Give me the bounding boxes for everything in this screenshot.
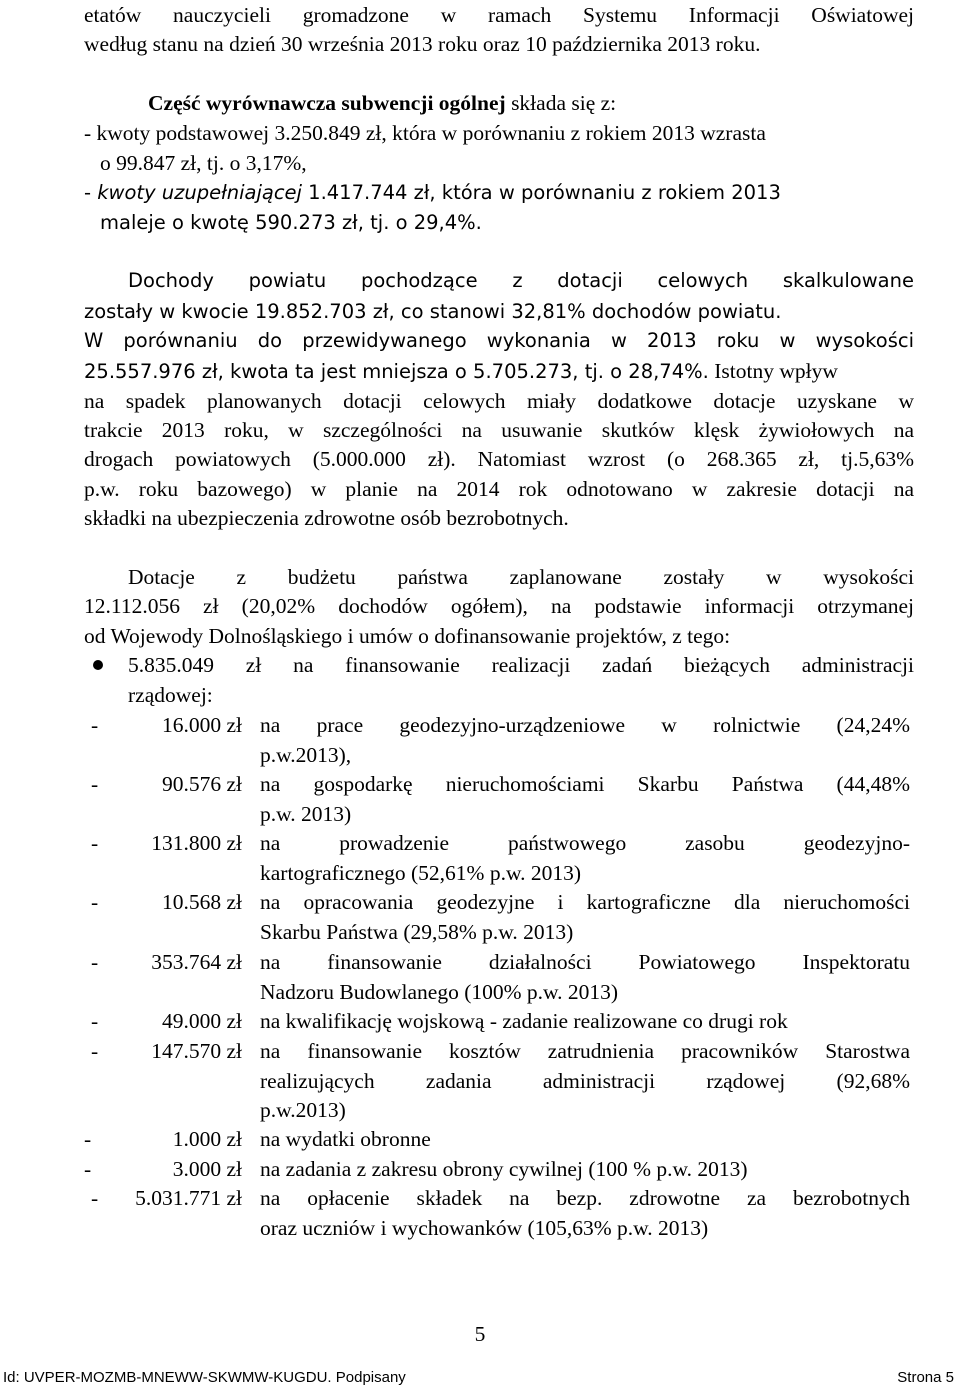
- list-item: [0, 887, 960, 947]
- item-description-line-2: p.w.2013),: [260, 743, 352, 767]
- equalizing-lead-rest: składa się z:: [505, 91, 617, 115]
- item-dash: -: [91, 831, 99, 855]
- item-description-line-2: realizujących zadania administracji rządowej (92,68%: [260, 1069, 910, 1093]
- item-description-line-2: p.w. 2013): [260, 802, 352, 826]
- item-amount: 147.570 zł: [151, 1039, 242, 1063]
- list-item: [0, 1006, 960, 1036]
- item-amount: 131.800 zł: [151, 831, 242, 855]
- supplementary-label: kwoty uzupełniającej: [97, 181, 302, 204]
- item-dash: -: [84, 1157, 92, 1181]
- equalizing-lead-bold: Część wyrównawcza subwencji ogólnej: [148, 91, 506, 115]
- revenues-line-9: składki na ubezpieczenia zdrowotne osób bezrobotnych.: [84, 506, 569, 530]
- item-dash: -: [91, 890, 99, 914]
- list-item: [0, 828, 960, 888]
- item-amount: 3.000 zł: [172, 1157, 242, 1181]
- state-budget-line-2: 12.112.056 zł (20,02% dochodów ogółem), na podstawie informacji otrzymanej: [84, 594, 914, 618]
- revenues-line-4-serif: Istotny wpływ: [708, 359, 838, 383]
- state-budget-line-3: od Wojewody Dolnośląskiego i umów o dofinansowanie projektów, z tego:: [84, 624, 731, 648]
- state-budget-line-1: Dotacje z budżetu państwa zaplanowane zostały w wysokości: [128, 565, 914, 589]
- item-description-line-2: kartograficznego (52,61% p.w. 2013): [260, 861, 581, 885]
- item-amount: 90.576 zł: [161, 772, 242, 796]
- list-item: [0, 1154, 960, 1184]
- item-dash: -: [91, 950, 99, 974]
- list-item: [0, 769, 960, 829]
- revenues-line-3: W porównaniu do przewidywanego wykonania w 2013 roku w wysokości: [84, 329, 914, 352]
- basic-amount-line-1: - kwoty podstawowej 3.250.849 zł, która w porównaniu z rokiem 2013 wzrasta: [84, 121, 766, 145]
- item-dash: -: [91, 1039, 99, 1063]
- item-description-line-1: na gospodarkę nieruchomościami Skarbu Państwa (44,48%: [260, 772, 910, 796]
- item-dash: -: [91, 1186, 99, 1210]
- footer-page-label: Strona 5: [897, 1369, 954, 1386]
- item-dash: -: [84, 1127, 92, 1151]
- list-item: [0, 1124, 960, 1154]
- revenues-line-4-sans: 25.557.976 zł, kwota ta jest mniejsza o 5.705.273, tj. o 28,74%.: [84, 360, 709, 383]
- item-description-line-1: na wydatki obronne: [260, 1127, 431, 1151]
- item-dash: -: [91, 1009, 99, 1033]
- intro-line-2: według stanu na dzień 30 września 2013 roku oraz 10 października 2013 roku.: [84, 32, 761, 56]
- item-description-line-2: Nadzoru Budowlanego (100% p.w. 2013): [260, 980, 619, 1004]
- bullet-icon: [93, 660, 103, 670]
- revenues-line-6: trakcie 2013 roku, w szczególności na usuwanie skutków klęsk żywiołowych na: [84, 418, 914, 442]
- item-amount: 5.031.771 zł: [135, 1186, 242, 1210]
- item-amount: 16.000 zł: [161, 713, 242, 737]
- item-description-line-2: oraz uczniów i wychowanków (105,63% p.w. 2013): [260, 1216, 709, 1240]
- revenues-line-4: [84, 356, 914, 387]
- list-item: [0, 710, 960, 770]
- item-description-line-1: na prace geodezyjno-urządzeniowe w rolnictwie (24,24%: [260, 713, 910, 737]
- item-amount: 49.000 zł: [161, 1009, 242, 1033]
- revenues-line-8: p.w. roku bazowego) w planie na 2014 rok odnotowano w zakresie dotacji na: [84, 477, 914, 501]
- page-number: 5: [474, 1322, 486, 1346]
- basic-amount-line-2: o 99.847 zł, tj. o 3,17%,: [100, 151, 307, 175]
- revenues-line-2: zostały w kwocie 19.852.703 zł, co stanowi 32,81% dochodów powiatu.: [84, 300, 782, 323]
- supplementary-line-2: maleje o kwotę 590.273 zł, tj. o 29,4%.: [100, 211, 482, 234]
- item-amount: 353.764 zł: [151, 950, 242, 974]
- item-description-line-1: na finansowanie kosztów zatrudnienia pracowników Starostwa: [260, 1039, 910, 1063]
- revenues-line-5: na spadek planowanych dotacji celowych miały dodatkowe dotacje uzyskane w: [84, 389, 914, 413]
- item-description-line-1: na opracowania geodezyjne i kartograficzne dla nieruchomości: [260, 890, 910, 914]
- item-amount: 10.568 zł: [161, 890, 242, 914]
- item-description-line-3: p.w.2013): [260, 1098, 346, 1122]
- list-item: [0, 947, 960, 1007]
- intro-line-1: etatów nauczycieli gromadzone w ramach Systemu Informacji Oświatowej: [84, 3, 914, 27]
- list-item: [0, 1183, 960, 1243]
- item-dash: -: [91, 713, 99, 737]
- item-description-line-1: na prowadzenie państwowego zasobu geodezyjno-: [260, 831, 910, 855]
- footer-document-id: Id: UVPER-MOZMB-MNEWW-SKWMW-KUGDU. Podpisany: [3, 1369, 406, 1386]
- item-description-line-1: na finansowanie działalności Powiatowego Inspektoratu: [260, 950, 910, 974]
- equalizing-lead: [148, 88, 960, 118]
- state-budget-bullet-line-1: 5.835.049 zł na finansowanie realizacji zadań bieżących administracji: [128, 653, 914, 677]
- supplementary-line-1: [84, 178, 914, 208]
- item-description-line-1: na kwalifikację wojskową - zadanie realizowane co drugi rok: [260, 1009, 788, 1033]
- item-amount: 1.000 zł: [172, 1127, 242, 1151]
- supplementary-rest: 1.417.744 zł, która w porównaniu z rokiem 2013: [301, 181, 781, 204]
- state-budget-bullet-line-2: rządowej:: [128, 683, 213, 707]
- item-dash: -: [91, 772, 99, 796]
- item-description-line-1: na opłacenie składek na bezp. zdrowotne za bezrobotnych: [260, 1186, 910, 1210]
- supplementary-dash: -: [84, 181, 98, 204]
- revenues-line-1: Dochody powiatu pochodzące z dotacji celowych skalkulowane: [128, 269, 914, 292]
- item-description-line-1: na zadania z zakresu obrony cywilnej (100 % p.w. 2013): [260, 1157, 748, 1181]
- item-description-line-2: Skarbu Państwa (29,58% p.w. 2013): [260, 920, 574, 944]
- list-item: [0, 1036, 960, 1126]
- revenues-line-7: drogach powiatowych (5.000.000 zł). Natomiast wzrost (o 268.365 zł, tj.5,63%: [84, 447, 914, 471]
